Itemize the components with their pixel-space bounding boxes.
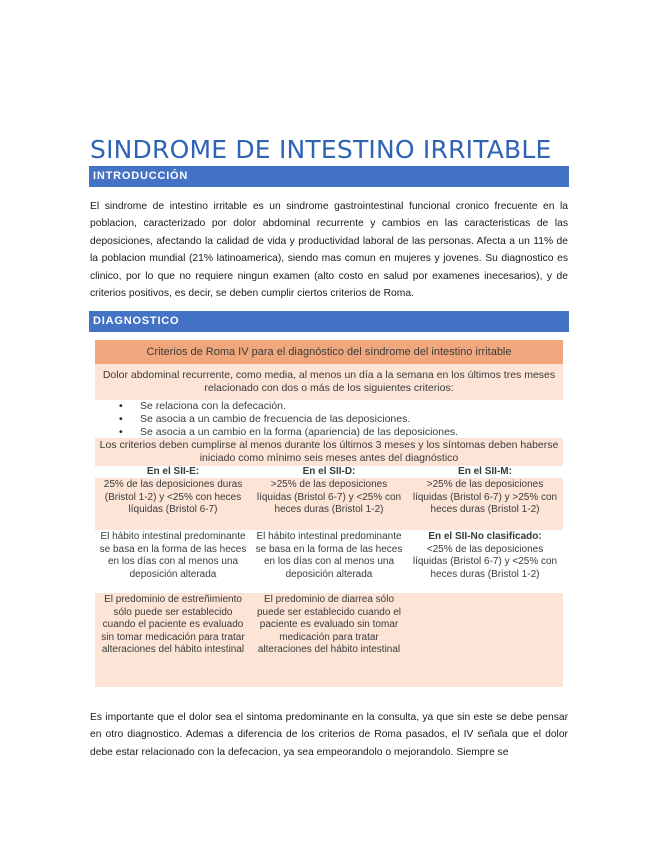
criteria-intro: Dolor abdominal recurrente, como media, al menos un día a la semana en los últimos tres meses relacionado con dos o más de los siguientes criterios: (95, 364, 563, 400)
column-header-sii-d: En el SII-D: (251, 466, 407, 478)
table-cell: 25% de las deposiciones duras (Bristol 1-2) y <25% con heces líquidas (Bristol 6-7) (95, 478, 251, 530)
criteria-table-header: Criterios de Roma IV para el diagnóstico del síndrome del intestino irritable (95, 340, 563, 364)
table-cell: El predominio de estreñimiento sólo puede ser establecido cuando el paciente es evaluado sin tomar medicación para tratar alteraciones del hábito intestinal (95, 593, 251, 687)
column-header-sii-m: En el SII-M: (407, 466, 563, 478)
rome-iv-criteria-table (95, 340, 563, 690)
criteria-duration-note: Los criterios deben cumplirse al menos durante los últimos 3 meses y los síntomas deben haberse iniciado como mínimo seis meses antes del diagnóstico (95, 438, 563, 466)
subtype-grid (95, 466, 563, 687)
table-cell: El predominio de diarrea sólo puede ser establecido cuando el paciente es evaluado sin tomar medicación para tratar alteraciones del hábito intestinal (251, 593, 407, 687)
criteria-bullet: • Se asocia a un cambio en la forma (apariencia) de las deposiciones. (95, 426, 563, 439)
column-header-sii-e: En el SII-E: (95, 466, 251, 478)
table-cell: >25% de las deposiciones líquidas (Bristol 6-7) y >25% con heces duras (Bristol 1-2) (407, 478, 563, 530)
criteria-bullet-list (95, 400, 563, 438)
closing-paragraph: Es importante que el dolor sea el sintoma predominante en la consulta, ya que sin este se debe pensar en otro diagnostico. Ademas a diferencia de los criterios de Roma pasados, el IV señala que el dolor debe estar relacionado con la defecacion, ya sea empeorandolo o mejorandolo. Siempre se (90, 712, 568, 758)
section-heading-introduccion: INTRODUCCIÓN (89, 166, 569, 187)
table-cell: >25% de las deposiciones líquidas (Bristol 6-7) y <25% con heces duras (Bristol 1-2) (251, 478, 407, 530)
sii-no-clasificado-text: <25% de las deposiciones líquidas (Bristol 6-7) y <25% con heces duras (Bristol 1-2) (412, 543, 558, 580)
page-title: SINDROME DE INTESTINO IRRITABLE (90, 134, 552, 164)
table-cell: El hábito intestinal predominante se basa en la forma de las heces en los días con al menos una deposición alterada (95, 530, 251, 593)
sii-no-clasificado-heading: En el SII-No clasificado: (428, 531, 542, 542)
criteria-bullet: • Se asocia a un cambio de frecuencia de las deposiciones. (95, 413, 563, 426)
table-cell-sii-no-clasificado (407, 530, 563, 593)
intro-paragraph: El sindrome de intestino irritable es un sindrome gastrointestinal funcional cronico frecuente en la poblacion, caracterizado por dolor abdominal recurrente y cambios en las caracteristicas de las deposiciones, afectando la calidad de vida y productividad laboral de las personas. Afecta a un 11% de la poblacion mundial (21% latinoamerica), siendo mas comun en mujeres y jovenes. Su diagnostico es clinico, por lo que no requiere ningun examen (alto costo en salud por examenes inecesarios), y de criterios positivos, es decir, se deben cumplir ciertos criterios de Roma. (90, 201, 568, 300)
section-heading-diagnostico: DIAGNOSTICO (89, 311, 569, 332)
table-cell (407, 593, 563, 687)
criteria-bullet: • Se relaciona con la defecación. (95, 400, 563, 413)
table-cell: El hábito intestinal predominante se basa en la forma de las heces en los días con al menos una deposición alterada (251, 530, 407, 593)
